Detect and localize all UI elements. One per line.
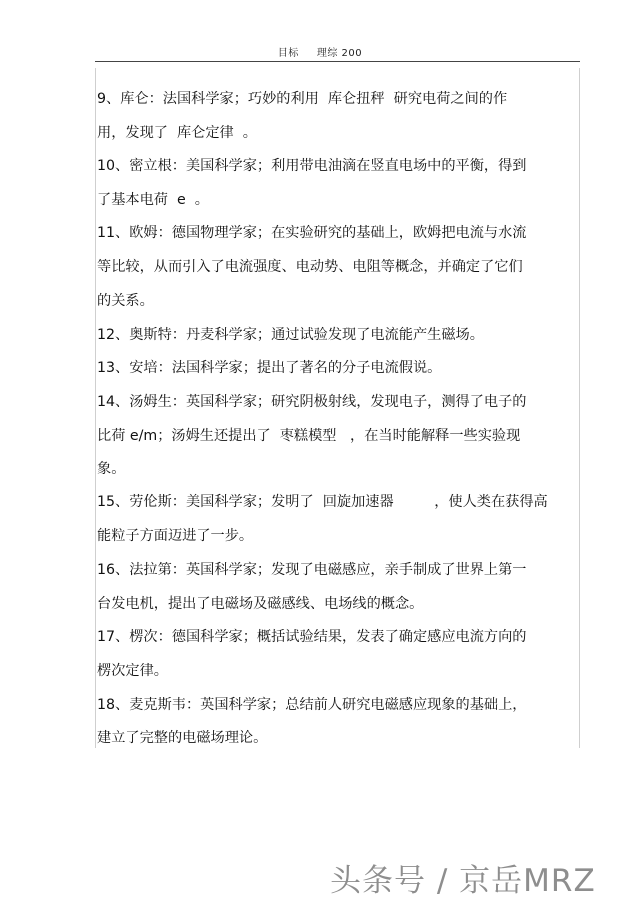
text-line: 台发电机，提出了电磁场及磁感线、电场线的概念。 — [97, 596, 424, 612]
text-line: 了基本电荷 e 。 — [97, 192, 209, 208]
page-header — [0, 44, 640, 59]
text-line: 象。 — [97, 461, 126, 477]
page-frame-right — [579, 68, 580, 748]
text-line: 建立了完整的电磁场理论。 — [97, 730, 268, 746]
text-line: 楞次定律。 — [97, 663, 168, 679]
text-line: 14、汤姆生：英国科学家；研究阴极射线，发现电子，测得了电子的 — [97, 394, 527, 410]
page-frame-left — [95, 68, 96, 748]
text-line: 17、楞次：德国科学家；概括试验结果，发表了确定感应电流方向的 — [97, 629, 527, 645]
text-line: 的关系。 — [97, 293, 154, 309]
header-rule — [95, 61, 580, 62]
text-line: 18、麦克斯韦：英国科学家；总结前人研究电磁感应现象的基础上， — [97, 697, 527, 713]
text-line: 等比较，从而引入了电流强度、电动势、电阻等概念，并确定了它们 — [97, 259, 523, 275]
text-line: 能粒子方面迈进了一步。 — [97, 528, 254, 544]
text-line: 9、库仑：法国科学家；巧妙的利用 库仑扭秤 研究电荷之间的作 — [97, 91, 508, 107]
text-line: 10、密立根：美国科学家；利用带电油滴在竖直电场中的平衡，得到 — [97, 158, 527, 174]
text-line: 11、欧姆：德国物理学家；在实验研究的基础上，欧姆把电流与水流 — [97, 225, 527, 241]
header-left-text: 目标 — [277, 48, 299, 59]
text-line: 比荷 e/m；汤姆生还提出了 枣糕模型 ，在当时能解释一些实验现 — [97, 428, 521, 444]
header-right-text: 理综 200 — [316, 48, 363, 59]
text-line: 用，发现了 库仑定律 。 — [97, 125, 257, 141]
text-line: 15、劳伦斯：美国科学家；发明了 回旋加速器 ，使人类在获得高 — [97, 494, 548, 510]
text-line: 16、法拉第：英国科学家；发现了电磁感应，亲手制成了世界上第一 — [97, 562, 527, 578]
watermark: 头条号 / 京岳MRZ — [330, 863, 596, 899]
text-line: 12、奥斯特：丹麦科学家；通过试验发现了电流能产生磁场。 — [97, 327, 484, 343]
text-line: 13、安培：法国科学家；提出了著名的分子电流假说。 — [97, 360, 442, 376]
